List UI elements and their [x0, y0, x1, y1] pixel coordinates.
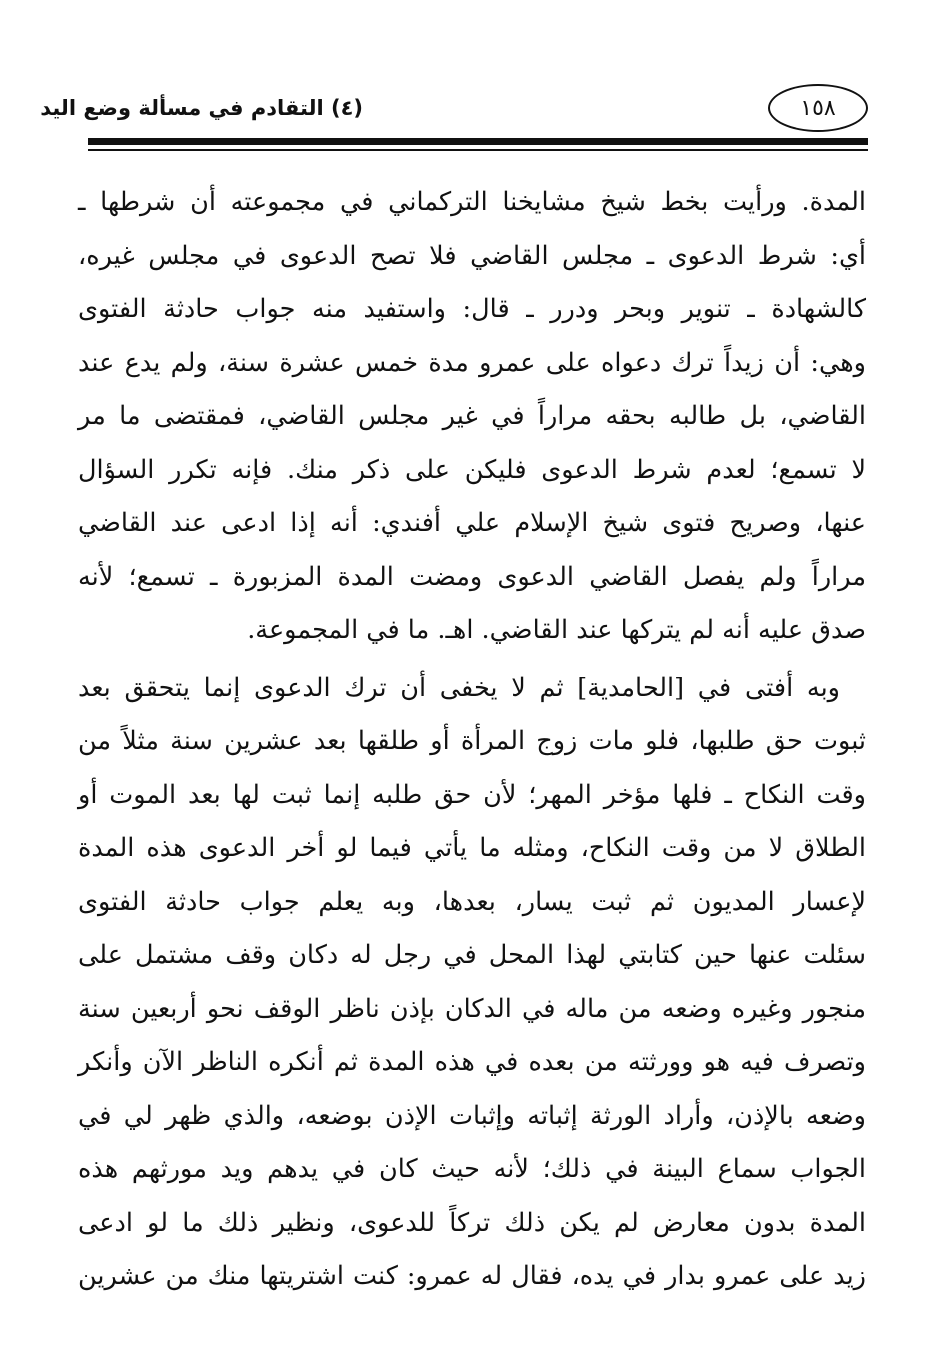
text-line: وهي: أن زيداً ترك دعواه على عمرو مدة خمس عشرة سنة، ولم يدع عند: [78, 347, 866, 378]
text-line: مراراً ولم يفصل القاضي الدعوى ومضت المدة المزبورة ـ تسمع؛ لأنه: [78, 561, 866, 592]
text-line: سئلت عنها حين كتابتي لهذا المحل في رجل له دكان وقف مشتمل على: [78, 940, 866, 970]
body-text: [78, 176, 866, 1304]
text-line: الطلاق لا من وقت النكاح، ومثله ما يأتي فيما لو أخر الدعوى هذه المدة: [78, 833, 866, 863]
text-line: وضعه بالإذن، وأراد الورثة إثباته وإثبات الإذن بوضعه، والذي ظهر لي في: [78, 1100, 866, 1131]
text-line: لا تسمع؛ لعدم شرط الدعوى فليكن على ذكر منك. فإنه تكرر السؤال: [78, 454, 866, 485]
text-line: وقت النكاح ـ فلها مؤخر المهر؛ لأن حق طلبه إنما ثبت لها بعد الموت أو: [78, 779, 866, 810]
text-line: لإعسار المديون ثم ثبت يسار، بعدها، وبه يعلم جواب حادثة الفتوى: [78, 886, 866, 917]
text-line: ثبوت حق طلبها، فلو مات زوج المرأة أو طلقها بعد عشرين سنة مثلاً من: [78, 726, 866, 756]
header-rule-thin: [88, 149, 868, 151]
text-line: أي: شرط الدعوى ـ مجلس القاضي فلا تصح الدعوى في مجلس غيره،: [78, 240, 866, 271]
page-header: [40, 90, 868, 142]
text-line: وبه أفتى في [الحامدية] ثم لا يخفى أن ترك الدعوى إنما يتحقق بعد: [78, 672, 840, 703]
text-line: كالشهادة ـ تنوير وبحر ودرر ـ قال: واستفيد منه جواب حادثة الفتوى: [78, 294, 866, 324]
text-line: وتصرف فيه هو وورثته من بعده في هذه المدة ثم أنكره الناظر الآن وأنكر: [78, 1047, 866, 1077]
text-line: عنها، وصريح فتوى شيخ الإسلام علي أفندي: أنه إذا ادعى عند القاضي: [78, 508, 866, 538]
page-number-badge: ١٥٨: [768, 84, 868, 132]
text-line: المدة بدون معارض لم يكن ذلك تركاً للدعوى، ونظير ذلك ما لو ادعى: [78, 1207, 866, 1238]
running-title: (٤) التقادم في مسألة وضع اليد: [40, 96, 363, 120]
header-rule-thick: [88, 138, 868, 145]
text-line: منجور وغيره وضعه من ماله في الدكان بإذن ناظر الوقف نحو أربعين سنة: [78, 993, 866, 1024]
text-line: القاضي، بل طالبه بحقه مراراً في غير مجلس القاضي، فمقتضى ما مر: [78, 401, 866, 431]
text-line: المدة. ورأيت بخط شيخ مشايخنا التركماني في مجموعته أن شرطها ـ: [78, 187, 866, 217]
text-line: زيد على عمرو بدار في يده، فقال له عمرو: كنت اشتريتها منك من عشرين: [78, 1261, 866, 1291]
text-line: الجواب سماع البينة في ذلك؛ لأنه حيث كان في يدهم ويد مورثهم هذه: [78, 1154, 866, 1184]
text-line: صدق عليه أنه لم يتركها عند القاضي. اهـ. ما في المجموعة.: [247, 615, 866, 645]
